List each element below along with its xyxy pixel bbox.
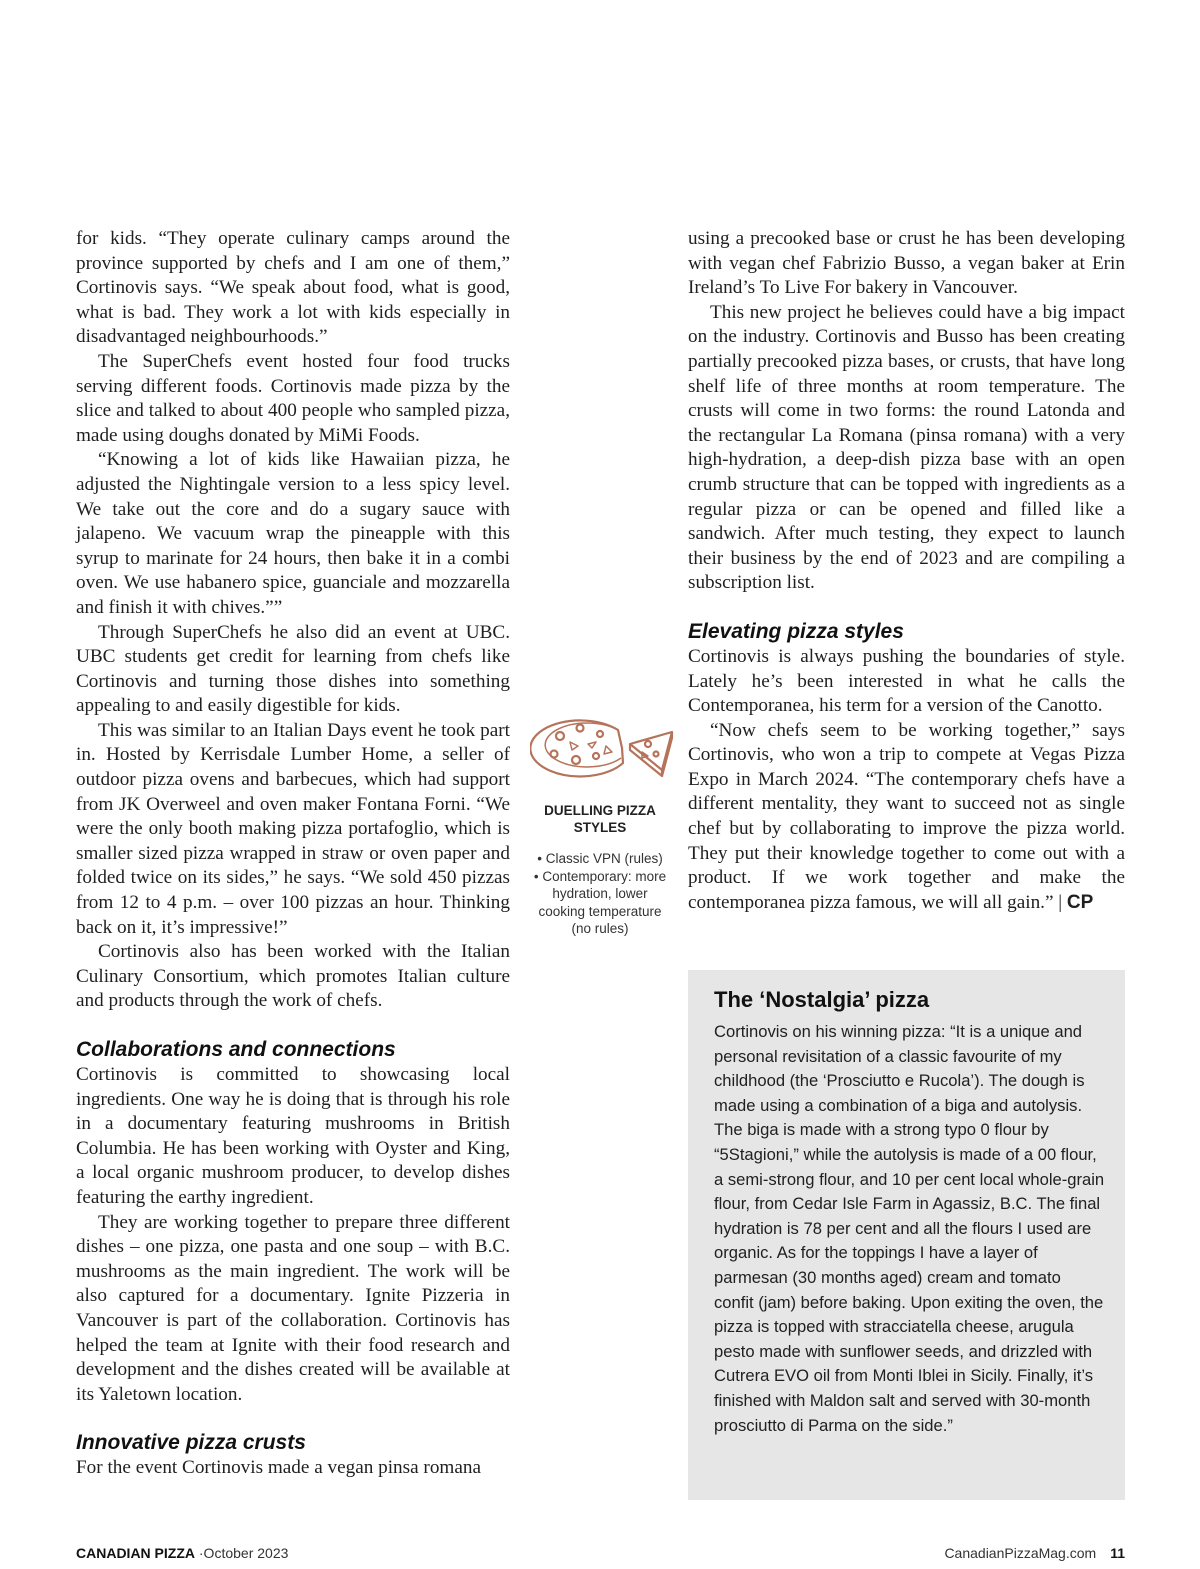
left-column [76, 227, 510, 1481]
quote-text: “Now chefs seem to be working together,” says Cortinovis, who won a trip to compete at Vegas Pizza Expo in March 2024. “The contemporary chefs have a different mentality, they want to succeed not as single chef but by collaborating to improve the pizza world. They put their knowledge together to come out with a product. If we work together and make the contemporanea pizza famous, we will all gain.” | [688, 719, 1125, 913]
website: CanadianPizzaMag.com [944, 1545, 1097, 1561]
body-paragraph: Cortinovis also has been worked with the Italian Culinary Consortium, which promotes Italian culture and products through the work of chefs. [76, 941, 510, 1012]
footer-left [76, 1545, 288, 1561]
body-paragraph: This was similar to an Italian Days event he took part in. Hosted by Kerrisdale Lumber Home, a seller of outdoor pizza ovens and barbecues, which had support from JK Overweel and oven maker Fontana Forni. “We were the only booth making pizza portafoglio, which is smaller sized pizza wrapped in straw or oven paper and folded twice on its sides,” he says. “We sold 450 pizzas from 12 to 4 p.m. – over 100 pizzas an hour. Thinking back on it, it’s impressive!” [76, 719, 510, 938]
body-paragraph [688, 719, 1125, 916]
sidebar-item-classic: • Classic VPN (rules) [537, 851, 663, 866]
box-body: Cortinovis on his winning pizza: “It is a unique and personal revisitation of a classic favourite of my childhood (the ‘Prosciutto e Rucola’). The dough is made using a combination of a biga and autolysis. The biga is made with a strong typo 0 flour by “5Stagioni,” while the autolysis is made of a 00 flour, a semi-strong flour, and 10 per cent local whole-grain flour, from Cedar Isle Farm in Agassiz, B.C. The final hydration is 78 per cent and all the flours I used are organic. As for the toppings I have a layer of parmesan (30 months aged) cream and tomato confit (jam) before baking. Upon exiting the oven, the pizza is topped with stracciatella cheese, arugula pesto made with sunflower seeds, and drizzled with Cutrera EVO oil from Monti Iblei in Sicily. Finally, it’s finished with Maldon salt and served with 30-month prosciutto di Parma on the side.” [714, 1022, 1105, 1435]
page-footer [76, 1545, 1125, 1567]
nostalgia-pizza-box [688, 970, 1125, 1500]
section-heading-elevating: Elevating pizza styles [688, 619, 904, 643]
body-paragraph: Through SuperChefs he also did an event at UBC. UBC students get credit for learning from chefs like Cortinovis and turning those dishes into something appealing to and easily digestible for kids. [76, 621, 510, 717]
body-paragraph: Cortinovis is always pushing the boundaries of style. Lately he’s been interested in what he calls the Contemporanea, his term for a version of the Canotto. [688, 645, 1125, 717]
box-title: The ‘Nostalgia’ pizza [714, 987, 930, 1012]
section-heading-crusts: Innovative pizza crusts [76, 1431, 306, 1455]
right-column [688, 227, 1125, 915]
sidebar-title: DUELLING PIZZA STYLES [544, 803, 656, 835]
body-paragraph: The SuperChefs event hosted four food trucks serving different foods. Cortinovis made pizza by the slice and talked to about 400 people who sampled pizza, made using doughs donated by MiMi Foods. [76, 350, 510, 446]
body-paragraph: This new project he believes could have a big impact on the industry. Cortinovis and Busso has been creating partially precooked pizza bases, or crusts, that have long shelf life of three months at room temperature. The crusts will come in two forms: the round Latonda and the rectangular La Romana (pinsa romana) with a very high-hydration, a deep-dish pizza base with an open crumb structure that can be topped with ingredients as a regular pizza or can be opened and filled like a sandwich. After much testing, they expect to launch their business by the end of 2023 and are compiling a subscription list. [688, 301, 1125, 594]
body-paragraph: for kids. “They operate culinary camps around the province supported by chefs and I am one of them,” Cortinovis says. “We speak about food, what is good, what is bad. They work a lot with kids especially in disadvantaged neighbourhoods.” [76, 228, 510, 348]
end-mark: CP [1066, 891, 1094, 913]
magazine-name: CANADIAN PIZZA [76, 1545, 195, 1561]
body-paragraph: “Knowing a lot of kids like Hawaiian pizza, he adjusted the Nightingale version to a less spicy level. We take out the core and do a sugary sauce with jalapeno. We vacuum wrap the pineapple with this syrup to marinate for 24 hours, then bake it in a combi oven. We use habanero spice, guanciale and mozzarella and finish it with chives.”” [76, 449, 510, 618]
body-paragraph: Cortinovis is committed to showcasing local ingredients. One way he is doing that is through his role in a documentary featuring mushrooms in British Columbia. He has been working with Oyster and King, a local organic mushroom producer, to develop dishes featuring the earthy ingredient. [76, 1064, 510, 1208]
section-heading-collaborations: Collaborations and connections [76, 1038, 396, 1061]
footer-right [944, 1545, 1125, 1561]
sidebar-list [530, 850, 670, 938]
issue-date: ·October 2023 [195, 1545, 289, 1561]
body-paragraph: They are working together to prepare three different dishes – one pizza, one pasta and one soup – with B.C. mushrooms as the main ingredient. The work will be also captured for a documentary. Ignite Pizzeria in Vancouver is part of the collaboration. Cortinovis has helped the team at Ignite with their food research and development and the dishes created will be available at its Yaletown location. [76, 1211, 510, 1405]
body-paragraph: For the event Cortinovis made a vegan pinsa romana [76, 1457, 481, 1479]
duelling-pizza-sidebar [530, 708, 670, 938]
body-paragraph: using a precooked base or crust he has been developing with vegan chef Fabrizio Busso, a vegan baker at Erin Ireland’s To Live For bakery in Vancouver. [688, 228, 1125, 299]
page-number: 11 [1110, 1545, 1125, 1561]
pizza-icon [530, 708, 680, 788]
sidebar-item-contemporary: • Contemporary: more hydration, lower cooking temperature (no rules) [533, 868, 667, 936]
